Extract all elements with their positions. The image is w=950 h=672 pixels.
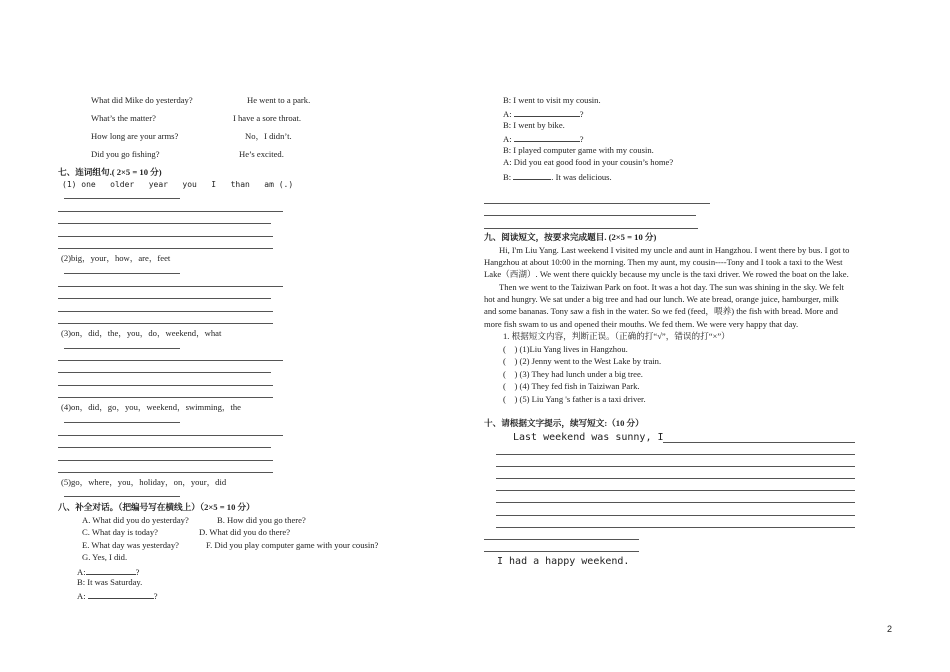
- match-answer: He went to a park.: [247, 95, 311, 105]
- dialog-option: E. What day was yesterday?: [82, 540, 179, 550]
- match-answer: He’s excited.: [239, 149, 284, 159]
- answer-line[interactable]: [484, 215, 696, 216]
- answer-line[interactable]: [64, 422, 180, 423]
- word-order-item: (2)big，your，how，are，feet: [61, 253, 171, 263]
- match-question: Did you go fishing?: [91, 149, 160, 159]
- blank[interactable]: [513, 170, 551, 180]
- writing-start: Last weekend was sunny, I: [513, 432, 664, 443]
- answer-line[interactable]: [58, 472, 273, 473]
- answer-line[interactable]: [58, 298, 271, 299]
- passage-line: and some bananas. Tony saw a fish in the water. So we fed (feed，喂养) the fish with bread. More and: [484, 306, 838, 316]
- answer-line[interactable]: [58, 286, 283, 287]
- statement: ( ) (3) They had lunch under a big tree.: [503, 369, 643, 379]
- answer-line[interactable]: [496, 478, 855, 479]
- answer-line[interactable]: [64, 273, 180, 274]
- dialog-option: D. What did you do there?: [199, 527, 291, 537]
- writing-end: I had a happy weekend.: [497, 556, 630, 567]
- dialog-line: B: I went by bike.: [503, 120, 565, 130]
- section10-title: 十、请根据文字提示，续写短文:（10 分）: [484, 418, 644, 428]
- passage-line: Then we went to the Taiziwan Park on foot. It was a hot day. The sun was shining in the sky. We felt: [499, 282, 844, 292]
- dialog-line: A: ?: [77, 591, 158, 601]
- dialog-line: A: ?: [503, 134, 584, 144]
- answer-line[interactable]: [58, 385, 273, 386]
- match-question: How long are your arms?: [91, 131, 179, 141]
- dialog-option: A. What did you do yesterday?: [82, 515, 189, 525]
- section8-title: 八、补全对话。（把编号写在横线上）（2×5 = 10 分）: [58, 502, 255, 512]
- word-order-item: (1) one older year you I than am (.): [62, 180, 294, 189]
- answer-line[interactable]: [58, 372, 271, 373]
- word-order-item: (4)on，did，go，you，weekend，swimming，the: [61, 402, 241, 412]
- answer-line[interactable]: [496, 466, 855, 467]
- answer-line[interactable]: [58, 311, 273, 312]
- answer-line[interactable]: [496, 454, 855, 455]
- passage-line: Lake（西湖）. We went there quickly because my uncle is the taxi driver. We rowed the boat on the lake.: [484, 269, 849, 279]
- answer-line[interactable]: [58, 435, 283, 436]
- dialog-line: B: I played computer game with my cousin.: [503, 145, 654, 155]
- statement: ( ) (1)Liu Yang lives in Hangzhou.: [503, 344, 628, 354]
- dialog-option: C. What day is today?: [82, 527, 158, 537]
- answer-line[interactable]: [496, 502, 855, 503]
- answer-line[interactable]: [58, 236, 273, 237]
- answer-line[interactable]: [663, 442, 855, 443]
- match-question: What did Mike do yesterday?: [91, 95, 193, 105]
- passage-line: Hi, I'm Liu Yang. Last weekend I visited my uncle and aunt in Hangzhou. I went there by bus. I got to: [499, 245, 850, 255]
- answer-line[interactable]: [58, 460, 273, 461]
- dialog-option: G. Yes, I did.: [82, 552, 128, 562]
- answer-line[interactable]: [58, 211, 283, 212]
- match-answer: I have a sore throat.: [233, 113, 302, 123]
- passage-line: more fish swam to us and opened their mouths. We fed them. We were very happy that day.: [484, 319, 799, 329]
- answer-line[interactable]: [484, 551, 639, 552]
- answer-line[interactable]: [496, 490, 855, 491]
- answer-line[interactable]: [64, 198, 180, 199]
- answer-line[interactable]: [496, 515, 855, 516]
- section9-title: 九、阅读短文，按要求完成题目. (2×5 = 10 分): [484, 232, 657, 242]
- answer-line[interactable]: [484, 539, 639, 540]
- dialog-line: B: I went to visit my cousin.: [503, 95, 601, 105]
- answer-line[interactable]: [484, 203, 710, 204]
- instruction: 1. 根据短文内容，判断正误。（正确的打“√”，错误的打“×”）: [503, 331, 730, 341]
- section7-title: 七、连词组句.( 2×5 = 10 分): [58, 167, 162, 177]
- answer-line[interactable]: [496, 527, 855, 528]
- answer-line[interactable]: [58, 248, 273, 249]
- blank[interactable]: [88, 589, 154, 599]
- passage-line: Hangzhou at about 10:00 in the morning. Then my aunt, my cousin----Tony and I took a taxi to the West: [484, 257, 843, 267]
- dialog-line: A: ?: [77, 567, 140, 577]
- blank[interactable]: [86, 565, 136, 575]
- answer-line[interactable]: [58, 323, 273, 324]
- statement: ( ) (4) They fed fish in Taiziwan Park.: [503, 381, 640, 391]
- dialog-line: A: ?: [503, 109, 584, 119]
- answer-line[interactable]: [58, 360, 283, 361]
- answer-line[interactable]: [58, 397, 273, 398]
- dialog-option: B. How did you go there?: [217, 515, 306, 525]
- answer-line[interactable]: [64, 496, 180, 497]
- match-answer: No，I didn’t.: [245, 131, 292, 141]
- blank[interactable]: [514, 107, 580, 117]
- answer-line[interactable]: [58, 223, 271, 224]
- dialog-line: B: It was Saturday.: [77, 577, 143, 587]
- match-question: What’s the matter?: [91, 113, 156, 123]
- answer-line[interactable]: [64, 348, 180, 349]
- statement: ( ) (2) Jenny went to the West Lake by train.: [503, 356, 662, 366]
- page-number: 2: [887, 624, 893, 634]
- answer-line[interactable]: [58, 447, 271, 448]
- statement: ( ) (5) Liu Yang 's father is a taxi driver.: [503, 394, 646, 404]
- word-order-item: (3)on，did，the，you，do，weekend，what: [61, 328, 222, 338]
- dialog-line: A: Did you eat good food in your cousin’s home?: [503, 157, 674, 167]
- dialog-option: F. Did you play computer game with your cousin?: [206, 540, 379, 550]
- dialog-line: B: . It was delicious.: [503, 172, 612, 182]
- answer-line[interactable]: [484, 228, 698, 229]
- blank[interactable]: [514, 132, 580, 142]
- passage-line: hot and hungry. We sat under a big tree and had our lunch. We ate bread, orange juice, hamburger, milk: [484, 294, 839, 304]
- word-order-item: (5)go，where，you，holiday，on，your，did: [61, 477, 227, 487]
